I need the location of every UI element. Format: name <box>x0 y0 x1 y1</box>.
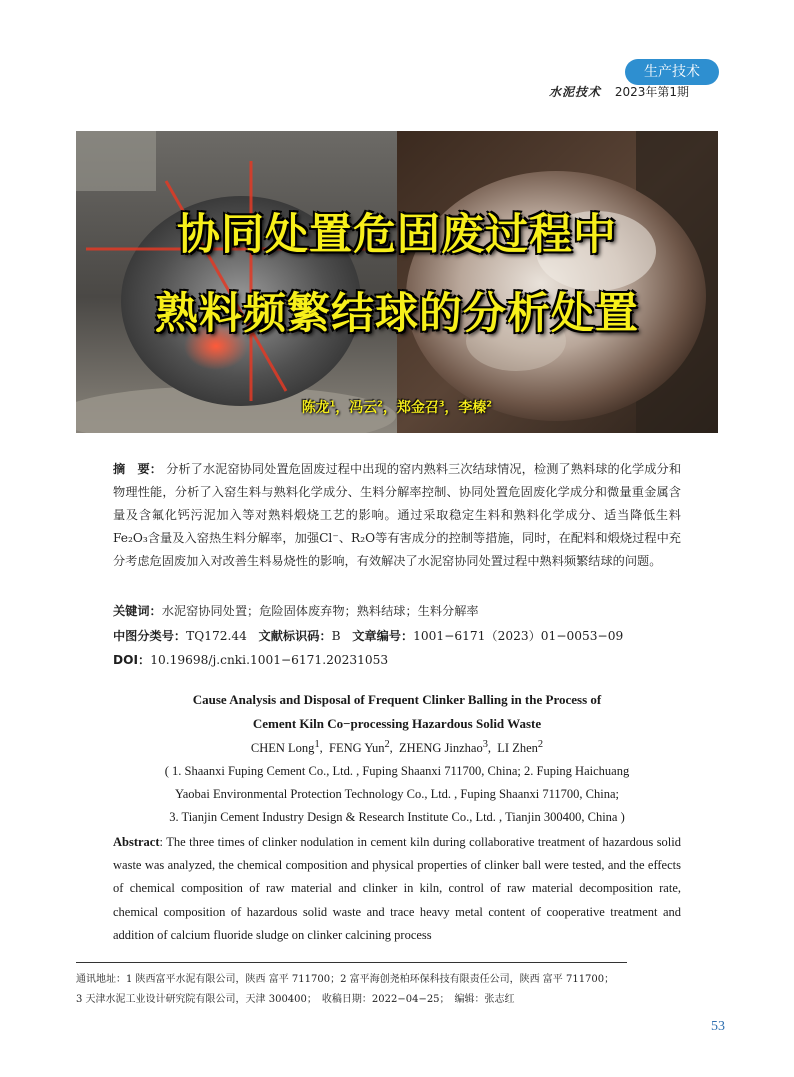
author-affiliation-mark: 1 <box>329 399 336 409</box>
author-name: ZHENG Jinzhao <box>399 741 483 756</box>
keywords <box>113 602 479 619</box>
banner-title-line-1: 协同处置危固废过程中 <box>177 210 617 260</box>
affiliation-line-2: Yaobai Environmental Protection Technology Co., Ltd. , Fuping Shaanxi 711700, China; <box>174 787 619 801</box>
english-title-line-2: Cement Kiln Co−processing Hazardous Solid Waste <box>252 716 542 731</box>
author-affiliation-mark: 2 <box>377 399 383 409</box>
author-name: CHEN Long <box>250 741 315 756</box>
article-no-value: 1001−6171（2023）01−0053−09 <box>413 629 624 643</box>
author-name: FENG Yun <box>329 741 385 756</box>
classification-line <box>113 627 623 644</box>
doc-code-label: 文献标识码： <box>258 629 332 643</box>
author-affiliation-mark: 1 <box>314 739 320 750</box>
footnote-divider <box>76 962 627 963</box>
journal-issue: 2023年第1期 <box>614 85 690 99</box>
affiliation-line-3: 3. Tianjin Cement Industry Design & Research Institute Co., Ltd. , Tianjin 300400, China ) <box>169 810 625 824</box>
abstract-label: 摘 要： <box>113 462 163 476</box>
article-no-label: 文章编号： <box>352 629 414 643</box>
page-number: 53 <box>711 1019 725 1034</box>
footnote-line-2: 3 天津水泥工业设计研究院有限公司，天津 300400； 收稿日期：2022−04−25； 编辑：张志红 <box>76 994 515 1005</box>
author-affiliation-mark: 2 <box>537 739 544 750</box>
clc-value: TQ172.44 <box>186 629 247 643</box>
banner-title-line-2: 熟料频繁结球的分析处置 <box>155 289 639 339</box>
keywords-text: 水泥窑协同处置；危险固体废弃物；熟料结球；生料分解率 <box>161 604 479 618</box>
author-affiliation-mark: 3 <box>438 399 445 409</box>
journal-header <box>549 83 689 100</box>
footnote-line-1: 通讯地址：1 陕西富平水泥有限公司，陕西 富平 711700；2 富平海创尧柏环保科技有限责任公司，陕西 富平 711700； <box>76 974 615 985</box>
author-name: LI Zhen <box>497 741 538 756</box>
affiliation-line-1: ( 1. Shaanxi Fuping Cement Co., Ltd. , Fuping Shaanxi 711700, China; 2. Fuping Haichuang <box>164 764 630 778</box>
doi-line <box>113 651 388 668</box>
banner-authors: 陈龙$^1$，冯云$^2$，郑金召$^3$，李榛$^2$ <box>301 399 492 416</box>
author-name: 郑金召 <box>396 400 439 416</box>
english-abstract-text: : The three times of clinker nodulation in cement kiln during collaborative treatment of hazardous solid waste was analyzed, the chemical composition and physical properties of clinker ball were tested, and the effects of chemical composition of raw material and clinker in kiln, control of raw material decomposition rate, chemical composition of hazardous solid waste and trace heavy metal content of cooperative treatment and addition of calcium fluoride sludge on clinker calcining process <box>113 835 681 942</box>
clc-label: 中图分类号： <box>113 629 187 643</box>
abstract-text: 分析了水泥窑协同处置危固废过程中出现的窑内熟料三次结球情况，检测了熟料球的化学成分和物理性能，分析了入窑生料与熟料化学成分、生料分解率控制、协同处置危固废化学成分和微量重金属含量及含氟化钙污泥加入等对熟料煅烧工艺的影响。通过采取稳定生料和熟料化学成分、适当降低生料Fe₂O₃含量及入窑热生料分解率，加强Cl⁻、R₂O等有害成分的控制等措施，同时，在配料和煅烧过程中充分考虑危固废加入对改善生料易烧性的影响，有效解决了水泥窑协同处置过程中熟料频繁结球的问题。 <box>113 462 682 568</box>
keywords-label: 关键词： <box>113 604 162 618</box>
english-abstract-label: Abstract <box>113 835 160 849</box>
author-affiliation-mark: 2 <box>486 399 492 409</box>
journal-name: 水泥技术 <box>549 85 602 99</box>
author-name: 陈龙 <box>301 400 330 416</box>
chinese-abstract <box>113 458 681 573</box>
author-affiliation-mark: 2 <box>384 739 390 750</box>
english-title-line-1: Cause Analysis and Disposal of Frequent Clinker Balling in the Process of <box>192 692 602 707</box>
english-authors: CHEN Long$^1$, FENG Yun$^2$, ZHENG Jinzhao$^3$, LI Zhen$^2$ <box>250 739 544 756</box>
author-name: 冯云 <box>349 400 378 416</box>
author-affiliation-mark: 3 <box>482 739 488 750</box>
title-banner <box>76 131 718 433</box>
author-name: 李榛 <box>458 400 487 416</box>
doc-code-value: B <box>331 629 341 643</box>
doi-value[interactable]: 10.19698/j.cnki.1001−6171.20231053 <box>150 653 389 667</box>
english-abstract <box>113 831 681 947</box>
doi-label: DOI： <box>113 653 151 667</box>
section-tag: 生产技术 <box>625 59 719 85</box>
